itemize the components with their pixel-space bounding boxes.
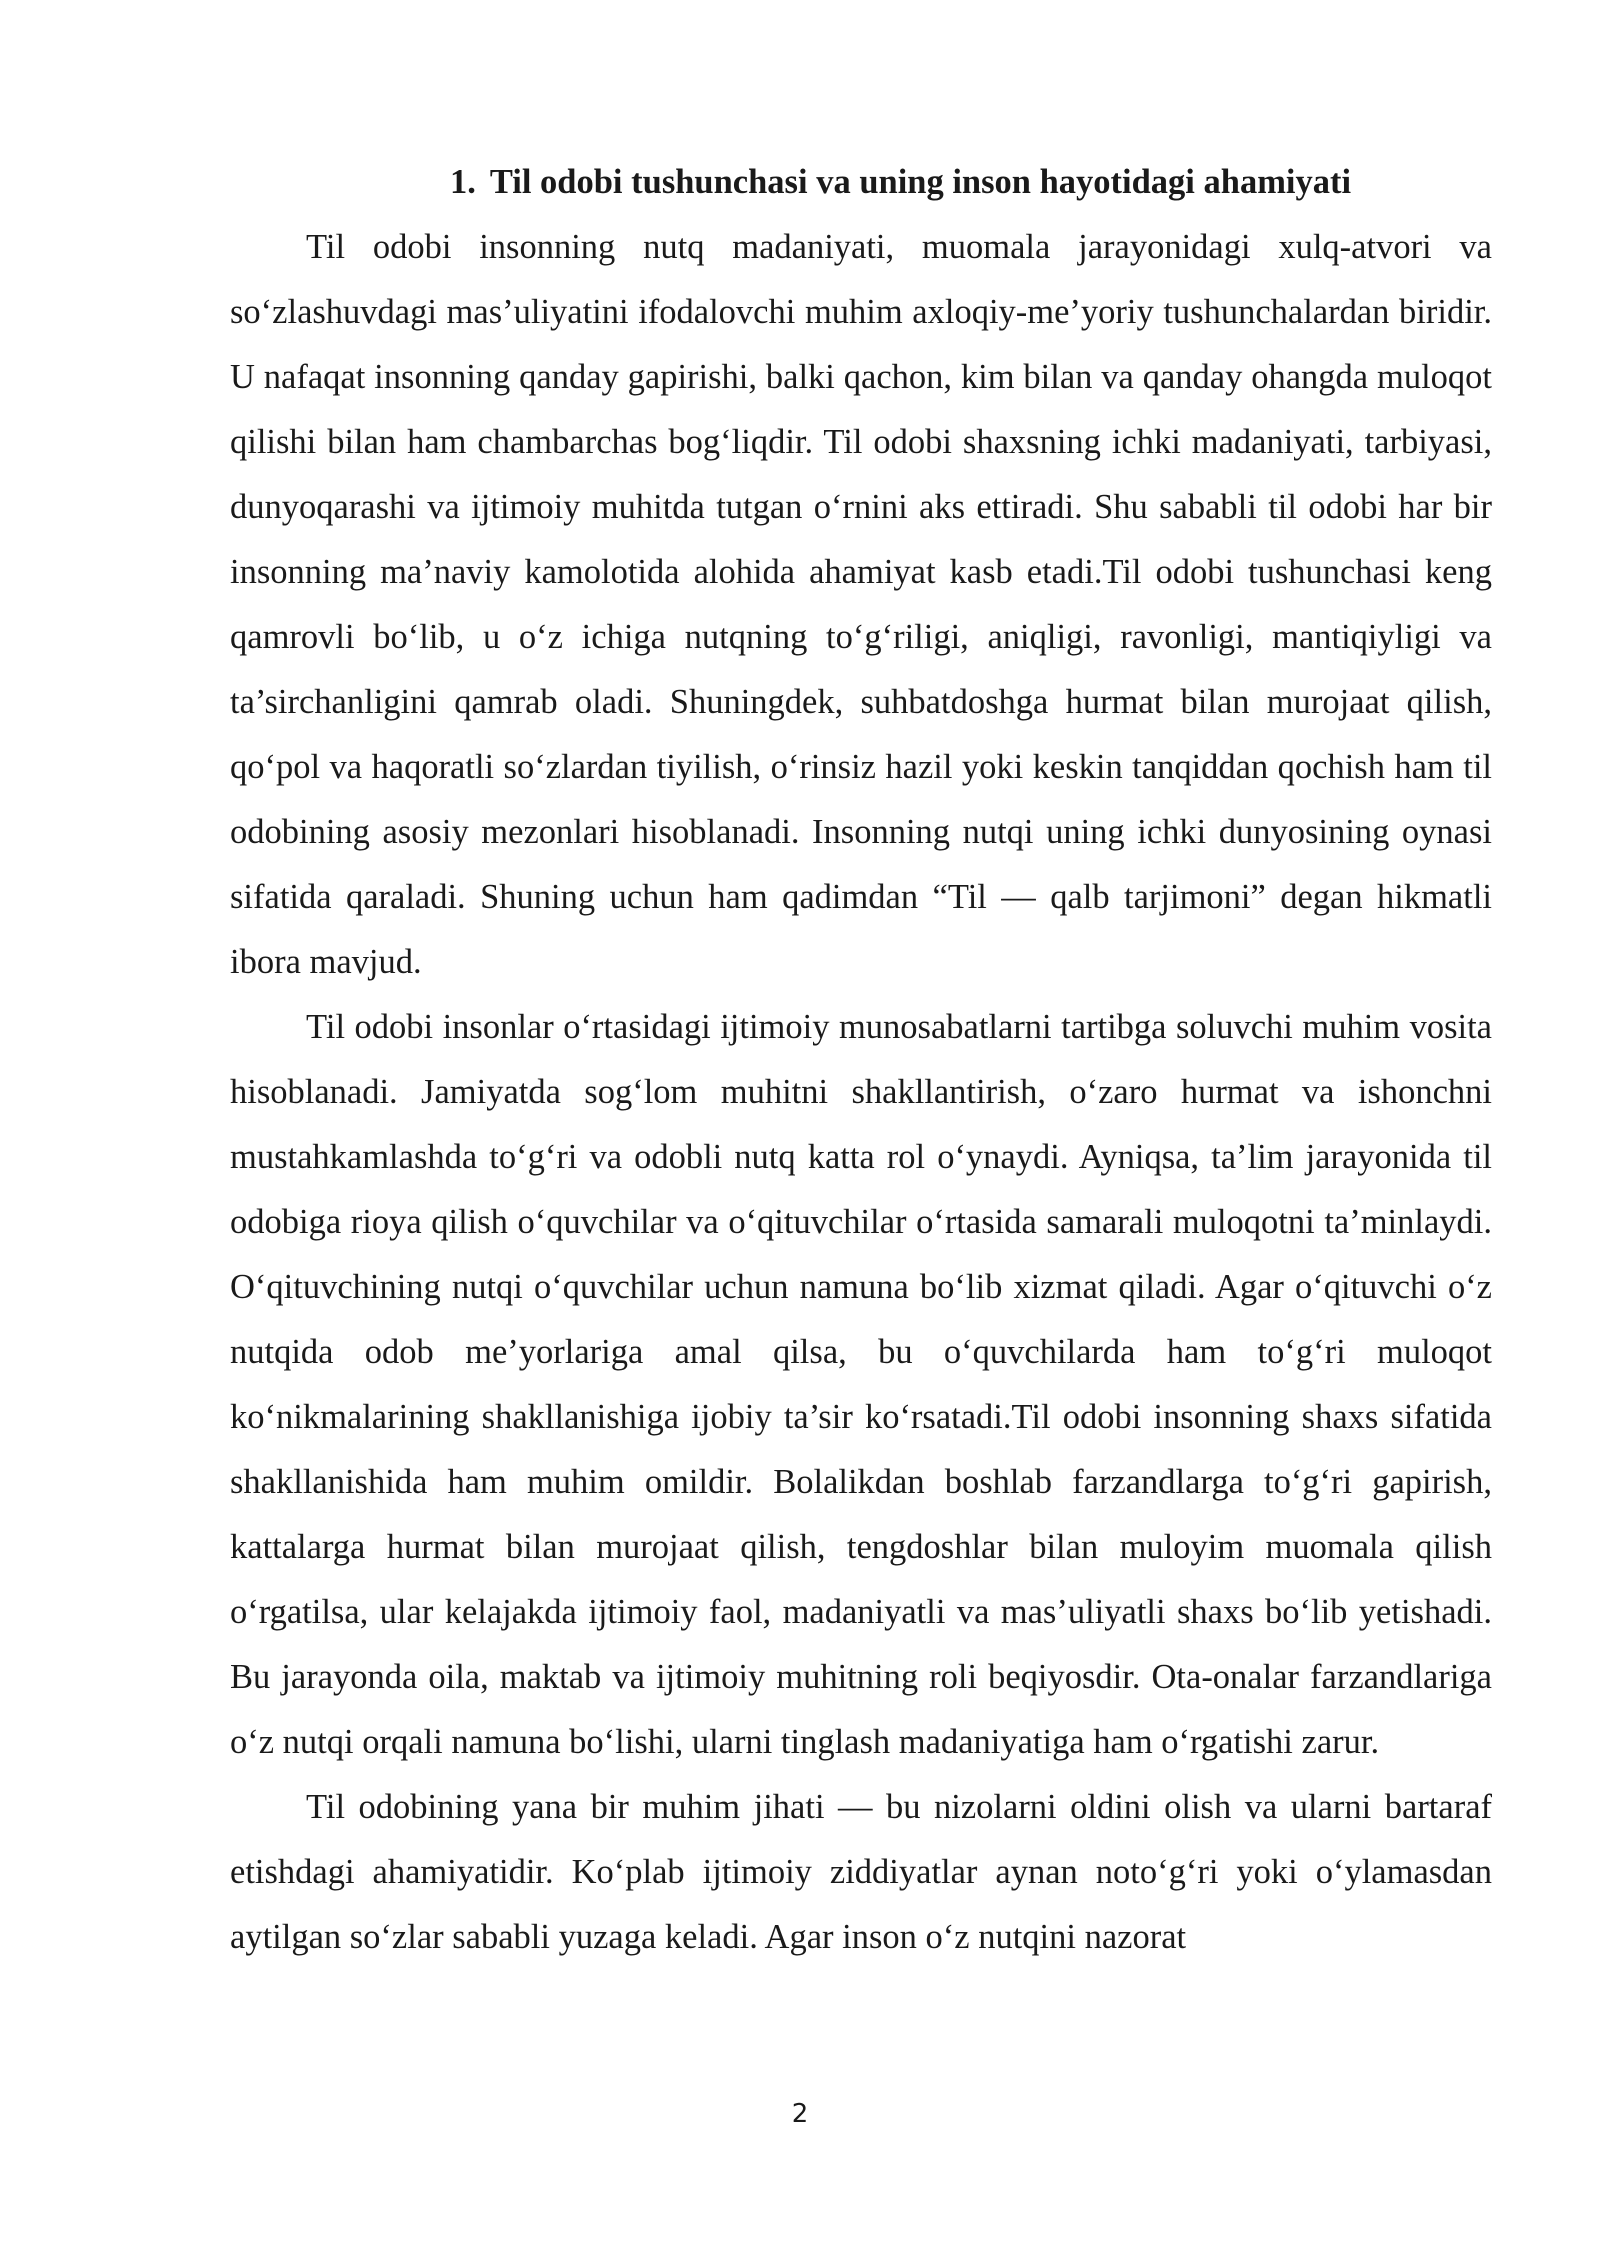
section-title: Til odobi tushunchasi va uning inson hayotidagi ahamiyati [489, 163, 1352, 201]
section-number: 1. [450, 163, 476, 201]
page-number: 2 [791, 2099, 809, 2129]
page-content [230, 150, 1492, 1970]
section-heading [230, 150, 1492, 215]
paragraph: Til odobi insonlar o‘rtasidagi ijtimoiy munosabatlarni tartibga soluvchi muhim vosita hisoblanadi. Jamiyatda sog‘lom muhitni shakllantirish, o‘zaro hurmat va ishonchni mustahkamlashda to‘g‘ri va odobli nutq katta rol o‘ynaydi. Ayniqsa, ta’lim jarayonida til odobiga rioya qilish o‘quvchilar va o‘qituvchilar o‘rtasida samarali muloqotni ta’minlaydi. O‘qituvchining nutqi o‘quvchilar uchun namuna bo‘lib xizmat qiladi. Agar o‘qituvchi o‘z nutqida odob me’yorlariga amal qilsa, bu o‘quvchilarda ham to‘g‘ri muloqot ko‘nikmalarining shakllanishiga ijobiy ta’sir ko‘rsatadi.Til odobi insonning shaxs sifatida shakllanishida ham muhim omildir. Bolalikdan boshlab farzandlarga to‘g‘ri gapirish, kattalarga hurmat bilan murojaat qilish, tengdoshlar bilan muloyim muomala qilish o‘rgatilsa, ular kelajakda ijtimoiy faol, madaniyatli va mas’uliyatli shaxs bo‘lib yetishadi. Bu jarayonda oila, maktab va ijtimoiy muhitning roli beqiyosdir. Ota-onalar farzandlariga o‘z nutqi orqali namuna bo‘lishi, ularni tinglash madaniyatiga ham o‘rgatishi zarur. [230, 1008, 1492, 1761]
paragraph: Til odobining yana bir muhim jihati — bu nizolarni oldini olish va ularni bartaraf etishdagi ahamiyatidir. Ko‘plab ijtimoiy ziddiyatlar aynan noto‘g‘ri yoki o‘ylamasdan aytilgan so‘zlar sababli yuzaga keladi. Agar inson o‘z nutqini nazorat [230, 1788, 1492, 1956]
paragraph: Til odobi insonning nutq madaniyati, muomala jarayonidagi xulq-atvori va so‘zlashuvdagi mas’uliyatini ifodalovchi muhim axloqiy-me’yoriy tushunchalardan biridir. U nafaqat insonning qanday gapirishi, balki qachon, kim bilan va qanday ohangda muloqot qilishi bilan ham chambarchas bog‘liqdir. Til odobi shaxsning ichki madaniyati, tarbiyasi, dunyoqarashi va ijtimoiy muhitda tutgan o‘rnini aks ettiradi. Shu sababli til odobi har bir insonning ma’naviy kamolotida alohida ahamiyat kasb etadi.Til odobi tushunchasi keng qamrovli bo‘lib, u o‘z ichiga nutqning to‘g‘riligi, aniqligi, ravonligi, mantiqiyligi va ta’sirchanligini qamrab oladi. Shuningdek, suhbatdoshga hurmat bilan murojaat qilish, qo‘pol va haqoratli so‘zlardan tiyilish, o‘rinsiz hazil yoki keskin tanqiddan qochish ham til odobining asosiy mezonlari hisoblanadi. Insonning nutqi uning ichki dunyosining oynasi sifatida qaraladi. Shuning uchun ham qadimdan “Til — qalb tarjimoni” degan hikmatli ibora mavjud. [230, 228, 1492, 981]
